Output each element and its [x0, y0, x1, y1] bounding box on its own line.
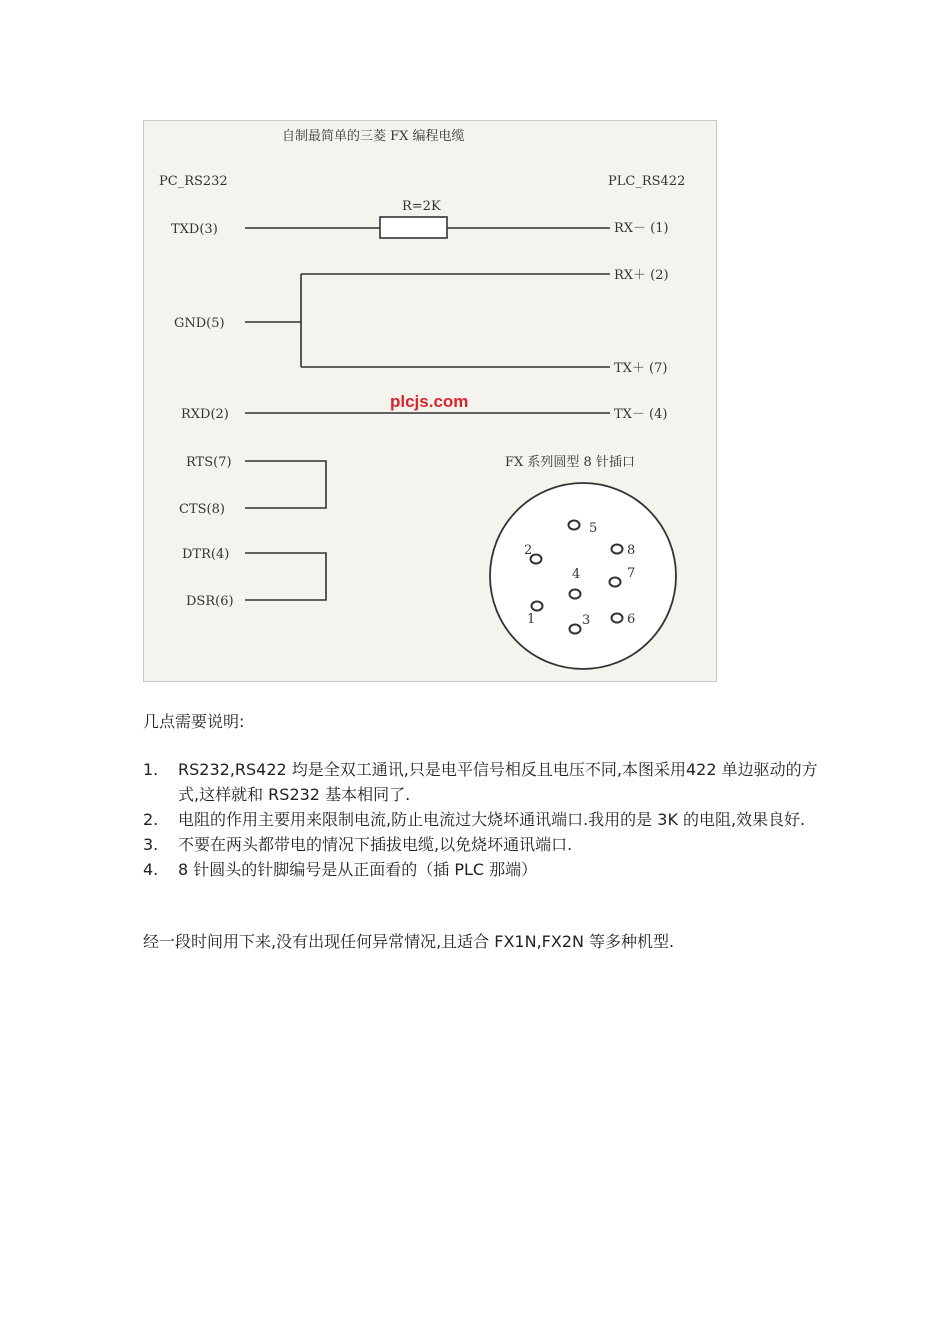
- right-header: PLC_RS422: [608, 174, 686, 189]
- note-number: 4.: [143, 860, 159, 879]
- note-item: [143, 832, 823, 857]
- pin-label-rxd: RXD(2): [181, 407, 229, 422]
- pin-number-2: 2: [524, 543, 533, 558]
- pin-number-8: 8: [627, 543, 636, 558]
- pin-label-rx-plus: RX＋ (2): [614, 268, 669, 283]
- connector-outline: [490, 483, 676, 669]
- note-number: 1.: [143, 760, 159, 779]
- connector-title: FX 系列圆型 8 针插口: [505, 455, 635, 470]
- note-item: [143, 757, 823, 807]
- pin-label-rts: RTS(7): [186, 455, 232, 470]
- loop-rts-cts: [245, 461, 326, 508]
- pin-label-tx-minus: TX－ (4): [614, 407, 668, 422]
- left-header: PC_RS232: [159, 174, 228, 189]
- watermark: plcjs.com: [390, 392, 469, 411]
- note-text: 8 针圆头的针脚编号是从正面看的（插 PLC 那端）: [178, 860, 538, 879]
- note-text: RS232,RS422 均是全双工通讯,只是电平信号相反且电压不同,本图采用422 单边驱动的方式,这样就和 RS232 基本相同了.: [178, 760, 818, 804]
- pin-number-5: 5: [589, 521, 598, 536]
- notes-list: [143, 757, 823, 882]
- resistor-label: R=2K: [402, 199, 441, 214]
- pin-label-gnd: GND(5): [174, 316, 225, 331]
- note-item: [143, 857, 823, 882]
- note-number: 2.: [143, 810, 159, 829]
- pin-number-4: 4: [572, 567, 581, 582]
- resistor: [380, 217, 447, 238]
- loop-dtr-dsr: [245, 553, 326, 600]
- note-item: [143, 807, 823, 832]
- notes-heading: 几点需要说明:: [143, 712, 245, 731]
- closing-paragraph: 经一段时间用下来,没有出现任何异常情况,且适合 FX1N,FX2N 等多种机型.: [143, 932, 675, 951]
- cable-diagram: [143, 120, 717, 682]
- pin-label-rx-minus: RX－ (1): [614, 221, 669, 236]
- pin-label-dsr: DSR(6): [186, 594, 234, 609]
- note-number: 3.: [143, 835, 159, 854]
- pin-label-dtr: DTR(4): [182, 547, 230, 562]
- pin-number-6: 6: [627, 612, 636, 627]
- pin-label-cts: CTS(8): [179, 502, 225, 517]
- note-text: 电阻的作用主要用来限制电流,防止电流过大烧坏通讯端口.我用的是 3K 的电阻,效果良好.: [178, 810, 806, 829]
- note-text: 不要在两头都带电的情况下插拔电缆,以免烧坏通讯端口.: [178, 835, 573, 854]
- pin-label-txd: TXD(3): [171, 222, 218, 237]
- diagram-title: 自制最简单的三菱 FX 编程电缆: [282, 129, 465, 144]
- pin-label-tx-plus: TX＋ (7): [614, 361, 668, 376]
- pin-number-1: 1: [527, 612, 536, 627]
- pin-number-7: 7: [627, 566, 636, 581]
- pin-number-3: 3: [582, 613, 591, 628]
- diagram-canvas: [144, 121, 718, 683]
